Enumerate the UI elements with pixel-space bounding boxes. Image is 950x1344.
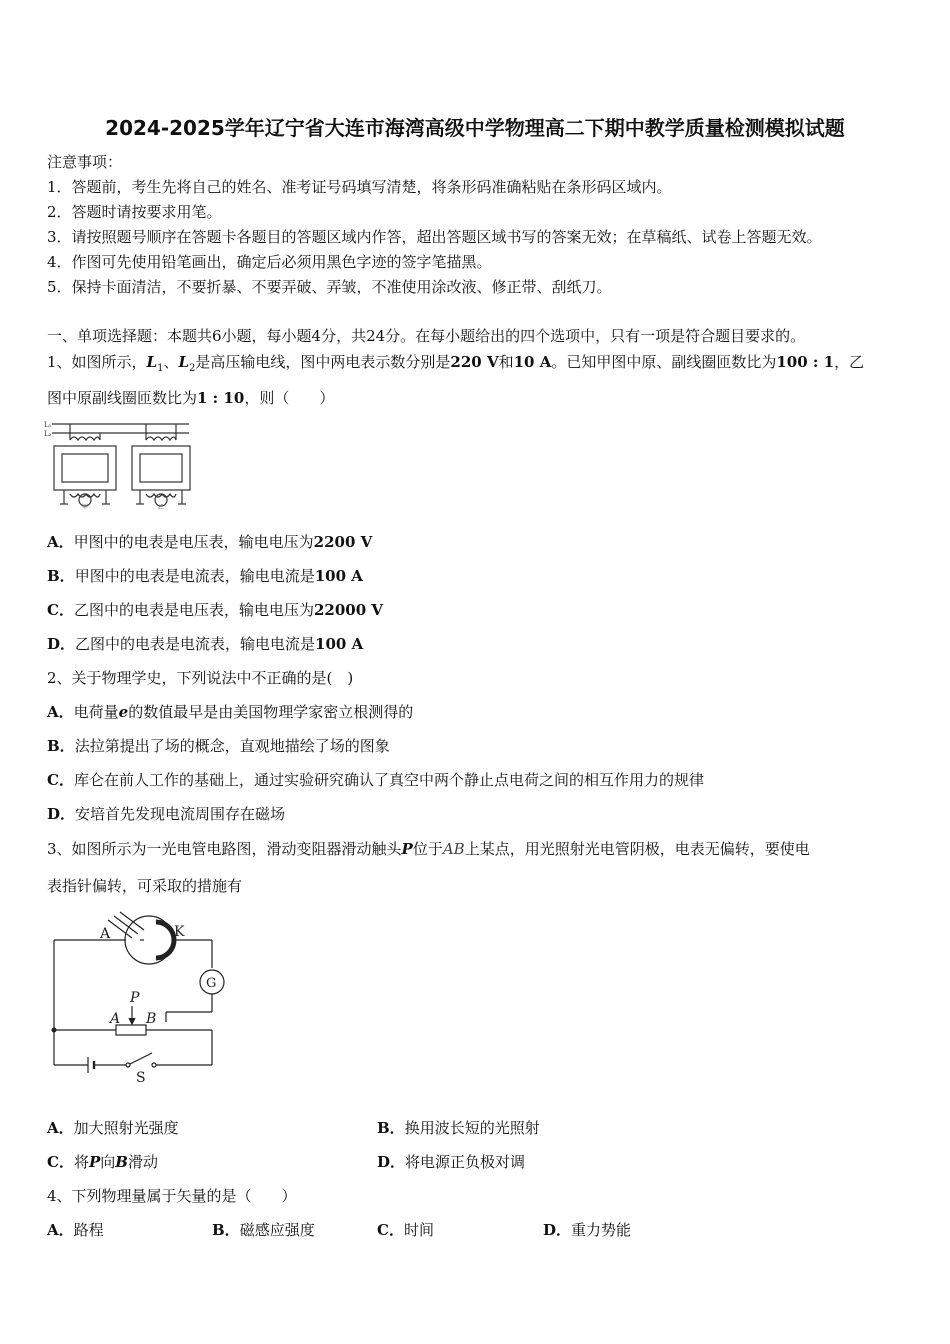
q1-line2b: ，则（ ）: [244, 389, 335, 407]
q1-text-a: 是高压输电线，图中两电表示数分别是: [195, 353, 451, 371]
transformer-yi-core: [140, 454, 182, 482]
q2-option-b: [47, 736, 390, 756]
q4-option-b: [212, 1220, 315, 1240]
rheostat: [116, 1025, 146, 1035]
option-text: 乙图中的电表是电流表，输电电流是: [75, 635, 316, 653]
option-text: 甲图中的电表是电流表，输电电流是: [74, 567, 315, 585]
q1-option-a: [47, 532, 372, 552]
q4-option-c: [377, 1220, 434, 1240]
q3-phototube-circuit: [44, 910, 234, 1090]
option-key: B．: [212, 1221, 240, 1239]
q3-stem-line1: [47, 839, 810, 859]
q1-ratio1: 100 : 1: [776, 353, 835, 371]
option-symbol: e: [118, 703, 129, 721]
option-key: D．: [543, 1221, 572, 1239]
q3-stem-a: 3、如图所示为一光电管电路图，滑动变阻器滑动触头: [47, 840, 402, 858]
q3-stem-line2: 表指针偏转，可采取的措施有: [47, 877, 243, 895]
transformer-jia-frame: [54, 446, 116, 490]
notice-item-5: 5．保持卡面清洁，不要折暴、不要弄破、弄皱，不准使用涂改液、修正带、刮纸刀。: [47, 278, 612, 296]
option-key: C．: [47, 1153, 74, 1171]
q1-and: 和: [498, 353, 514, 371]
light-ray-3: [108, 920, 132, 938]
q1-line2a: 图中原副线圈匝数比为: [47, 389, 198, 407]
q2-option-a: [47, 702, 413, 722]
option-text: 向: [100, 1153, 116, 1171]
option-symbol: B: [115, 1153, 128, 1171]
q1-ratio2: 1 : 10: [197, 389, 245, 407]
q1-text-b: 。已知甲图中原、副线圈匝数比为: [551, 353, 777, 371]
option-key: C．: [47, 771, 74, 789]
q3-stem-b: 位于: [412, 840, 443, 858]
option-key: B．: [47, 737, 75, 755]
option-text: 加大照射光强度: [73, 1119, 179, 1137]
option-text: 将电源正负极对调: [405, 1153, 526, 1171]
option-key: B．: [47, 567, 75, 585]
notice-item-1: 1．答题前，考生先将自己的姓名、准考证号码填写清楚，将条形码准确粘贴在条形码区域内。: [47, 178, 672, 196]
option-text: 库仑在前人工作的基础上，通过实验研究确认了真空中两个静止点电荷之间的相互作用力的规律: [73, 771, 704, 789]
q3-option-c: [47, 1152, 158, 1172]
q3-option-b: [377, 1118, 540, 1138]
option-text: 乙图中的电表是电压表，输电电压为: [73, 601, 314, 619]
option-key: A．: [47, 703, 74, 721]
option-key: C．: [47, 601, 74, 619]
switch-lever: [130, 1053, 152, 1064]
q1-stem-line2: [47, 388, 334, 408]
notice-header: 注意事项：: [47, 153, 123, 171]
q2-option-d: [47, 804, 285, 824]
fig3-label-a: A: [100, 926, 111, 942]
transformer-jia-core: [62, 454, 108, 482]
option-text: 滑动: [127, 1153, 158, 1171]
option-key: B．: [377, 1119, 405, 1137]
option-text: 法拉第提出了场的概念，直观地描绘了场的图象: [74, 737, 390, 755]
notice-item-3: 3．请按照题号顺序在答题卡各题目的答题区域内作答，超出答题区域书写的答案无效；在草稿纸、试卷上答题无效。: [47, 228, 822, 246]
notice-item-4: 4．作图可先使用铅笔画出，确定后必须用黑色字迹的签字笔描黑。: [47, 253, 492, 271]
fig1-label-yi: 乙: [158, 504, 165, 510]
option-key: D．: [377, 1153, 406, 1171]
coil-jia-primary: [70, 437, 100, 440]
q1-option-d: [47, 634, 363, 654]
option-text: 磁感应强度: [239, 1221, 315, 1239]
option-value: 100 A: [315, 635, 364, 653]
option-text: 重力势能: [571, 1221, 632, 1239]
transformer-yi-frame: [132, 446, 190, 490]
notice-item-2: 2．答题时请按要求用笔。: [47, 203, 222, 221]
q1-option-b: [47, 566, 363, 586]
option-key: C．: [377, 1221, 404, 1239]
option-key: A．: [47, 533, 74, 551]
q1-l1-sub: 1: [157, 363, 164, 374]
q1-l1: L: [146, 353, 158, 371]
option-key: D．: [47, 805, 76, 823]
q3-option-a: [47, 1118, 179, 1138]
fig3-label-b: B: [146, 1011, 157, 1027]
option-text: 时间: [403, 1221, 434, 1239]
fig3-label-p: P: [130, 990, 140, 1006]
option-text: 换用波长短的光照射: [404, 1119, 540, 1137]
option-key: A．: [47, 1221, 74, 1239]
q2-option-c: [47, 770, 704, 790]
option-value: 100 A: [314, 567, 363, 585]
fig3-label-g: G: [206, 976, 217, 991]
fig3-label-s: S: [136, 1070, 146, 1086]
q3-option-d: [377, 1152, 525, 1172]
cathode-k: [156, 922, 174, 958]
q3-p: P: [401, 840, 413, 858]
q4-option-d: [543, 1220, 631, 1240]
q1-text-c: ，乙: [834, 353, 865, 371]
option-text: 路程: [73, 1221, 104, 1239]
q4-stem: 4、下列物理量属于矢量的是（ ）: [47, 1187, 297, 1205]
option-text: 甲图中的电表是电压表，输电电压为: [73, 533, 314, 551]
q1-option-c: [47, 600, 383, 620]
q1-num: 1、如图所示，: [47, 353, 147, 371]
q1-v220: 220 V: [450, 353, 499, 371]
option-key: A．: [47, 1119, 74, 1137]
option-text: 电荷量: [73, 703, 119, 721]
option-text: 的数值最早是由美国物理学家密立根测得的: [128, 703, 414, 721]
slider-arrow-icon: [129, 1018, 135, 1024]
option-symbol: P: [88, 1153, 101, 1171]
option-key: D．: [47, 635, 76, 653]
fig3-label-k: K: [174, 924, 185, 940]
q1-stem-line1: [47, 352, 864, 379]
option-text: 将: [73, 1153, 89, 1171]
option-value: 22000 V: [313, 601, 384, 619]
option-value: 2200 V: [313, 533, 373, 551]
fig1-label-l2: L₂: [44, 430, 52, 438]
fig3-label-a2: A: [110, 1011, 121, 1027]
coil-yi-primary: [146, 437, 176, 440]
fig1-label-jia: 甲: [82, 504, 89, 510]
q1-sep: 、: [163, 353, 179, 371]
section-heading: 一、单项选择题：本题共6小题，每小题4分，共24分。在每小题给出的四个选项中，只有一项是符合题目要求的。: [47, 327, 806, 345]
q1-transformer-figure: [44, 418, 194, 510]
q1-a10: 10 A: [513, 353, 552, 371]
q4-option-a: [47, 1220, 104, 1240]
q3-stem-c: 上某点，用光照射光电管阴极，电表无偏转，要使电: [464, 840, 810, 858]
page-title: 2024-2025学年辽宁省大连市海湾高级中学物理高二下期中教学质量检测模拟试题: [105, 116, 845, 140]
q2-stem: 2、关于物理学史，下列说法中不正确的是( ): [47, 669, 354, 687]
option-text: 安培首先发现电流周围存在磁场: [75, 805, 286, 823]
junction-dot: [52, 1028, 57, 1033]
light-ray-2: [120, 912, 144, 930]
q1-l2: L: [178, 353, 190, 371]
fig1-label-l1: L₁: [44, 421, 52, 429]
q3-ab: AB: [442, 840, 465, 858]
q1-l2-sub: 2: [189, 363, 196, 374]
switch-pivot: [126, 1063, 130, 1067]
